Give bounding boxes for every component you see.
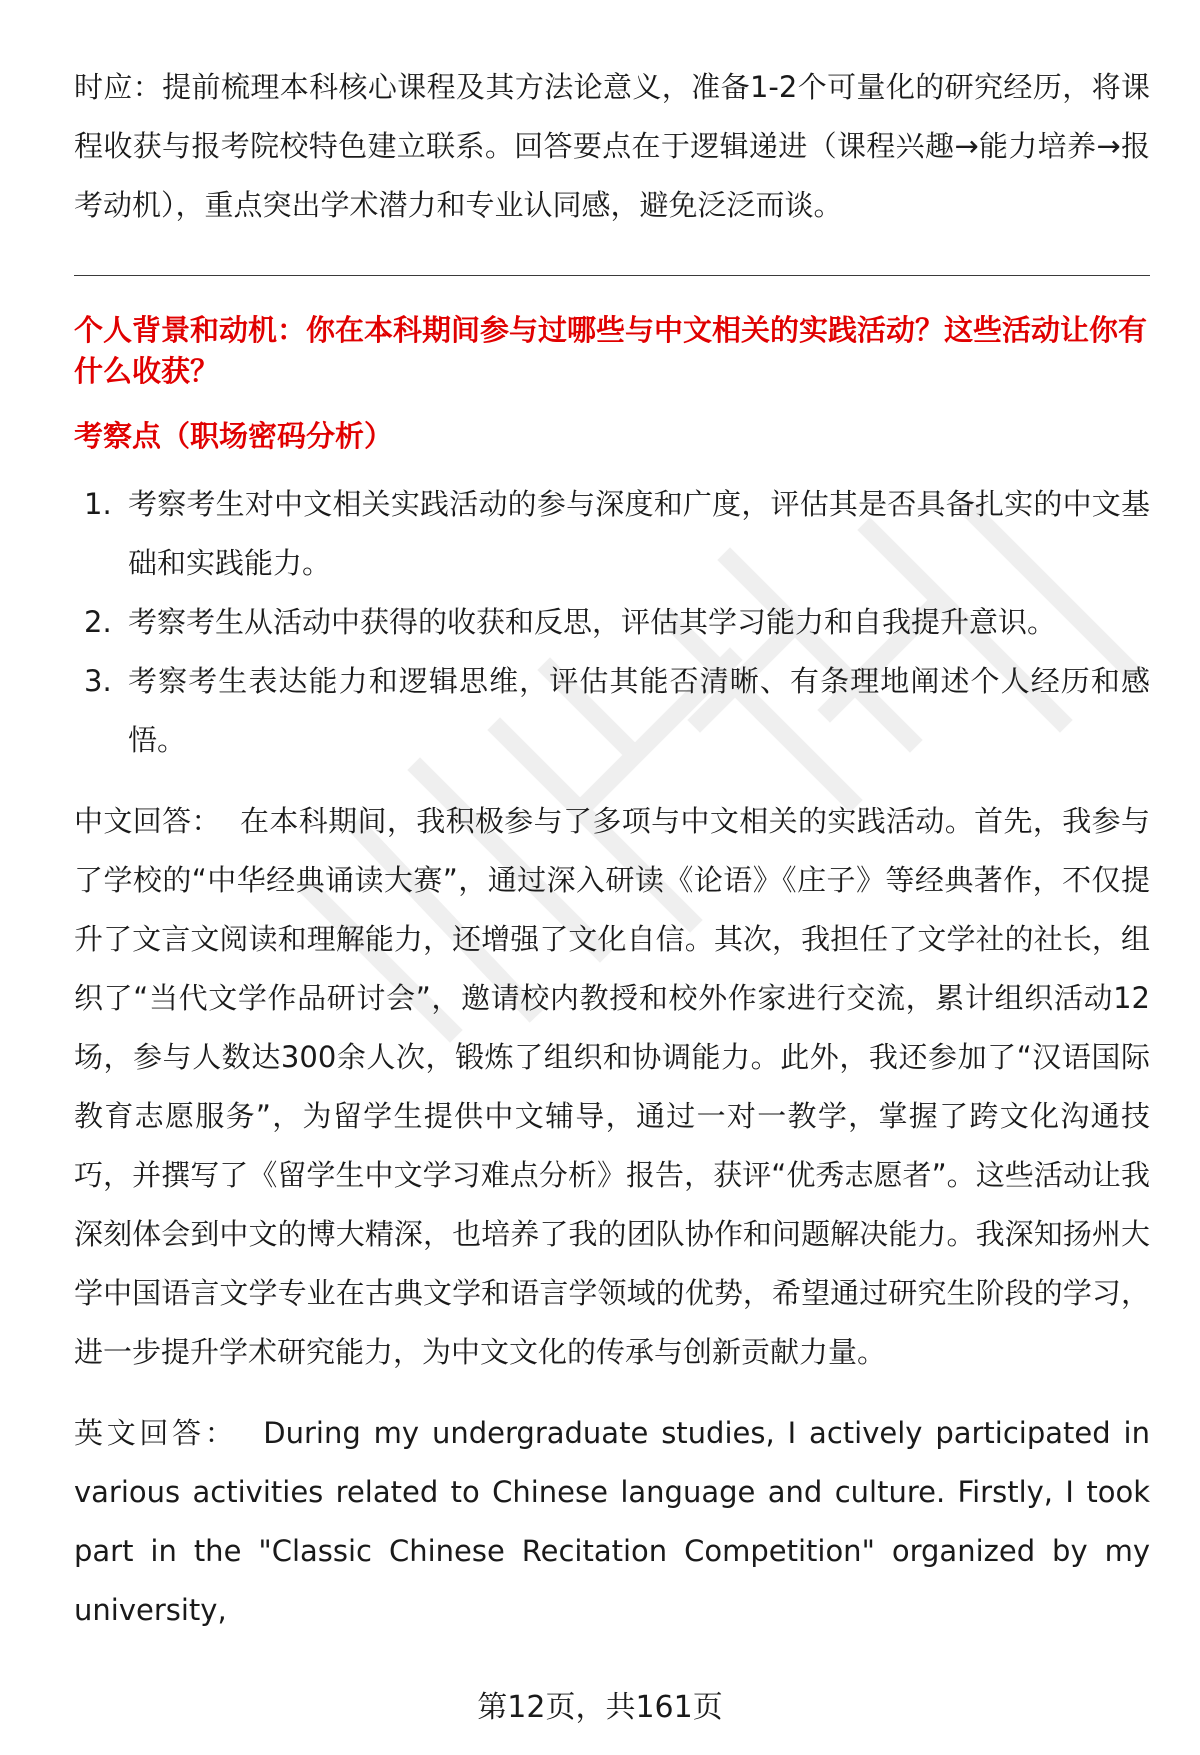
chinese-answer-text: 在本科期间，我积极参与了多项与中文相关的实践活动。首先，我参与了学校的“中华经典诵读大赛”，通过深入研读《论语》《庄子》等经典著作，不仅提升了文言文阅读和理解能力，还增强了文化自信。其次，我担任了文学社的社长，组织了“当代文学作品研讨会”，邀请校内教授和校外作家进行交流，累计组织活动12场，参与人数达300余人次，锻炼了组织和协调能力。此外，我还参加了“汉语国际教育志愿服务”，为留学生提供中文辅导，通过一对一教学，掌握了跨文化沟通技巧，并撰写了《留学生中文学习难点分析》报告，获评“优秀志愿者”。这些活动让我深刻体会到中文的博大精深，也培养了我的团队协作和问题解决能力。我深知扬州大学中国语言文学专业在古典文学和语言学领域的优势，希望通过研究生阶段的学习，进一步提升学术研究能力，为中文文化的传承与创新贡献力量。 (74, 804, 1150, 1369)
page-number-footer: 第12页，共161页 (477, 1690, 723, 1725)
exam-point-text: 考察考生从活动中获得的收获和反思，评估其学习能力和自我提升意识。 (128, 605, 1057, 639)
chinese-answer-label: 中文回答： (74, 804, 221, 838)
exam-point-number: 3. (84, 664, 112, 698)
exam-point-text: 考察考生表达能力和逻辑思维，评估其能否清晰、有条理地阐述个人经历和感悟。 (128, 664, 1150, 757)
english-answer-label: 英文回答： (74, 1416, 238, 1450)
exam-point-number: 2. (84, 605, 112, 639)
exam-point-item (74, 475, 1150, 593)
intro-paragraph: 时应：提前梳理本科核心课程及其方法论意义，准备1-2个可量化的研究经历，将课程收获与报考院校特色建立联系。回答要点在于逻辑递进（课程兴趣→能力培养→报考动机），重点突出学术潜力和专业认同感，避免泛泛而谈。 (74, 70, 1150, 222)
document-page (74, 58, 1150, 1640)
english-answer-text: During my undergraduate studies, I actively participated in various activities related to Chinese language and culture. Firstly, I took part in the "Classic Chinese Recitation Competition" organized by my university, (74, 1416, 1150, 1627)
section-divider (74, 275, 1150, 276)
exam-point-number: 1. (84, 487, 112, 521)
exam-point-item (74, 593, 1150, 652)
chinese-answer (74, 792, 1150, 1382)
exam-point-text: 考察考生对中文相关实践活动的参与深度和广度，评估其是否具备扎实的中文基础和实践能力。 (128, 487, 1150, 580)
exam-points-title: 考察点（职场密码分析） (74, 419, 394, 453)
english-answer (74, 1404, 1150, 1640)
exam-point-item (74, 652, 1150, 770)
exam-points-list (74, 475, 1150, 770)
question-heading: 个人背景和动机：你在本科期间参与过哪些与中文相关的实践活动？这些活动让你有什么收获？ (74, 313, 1148, 388)
